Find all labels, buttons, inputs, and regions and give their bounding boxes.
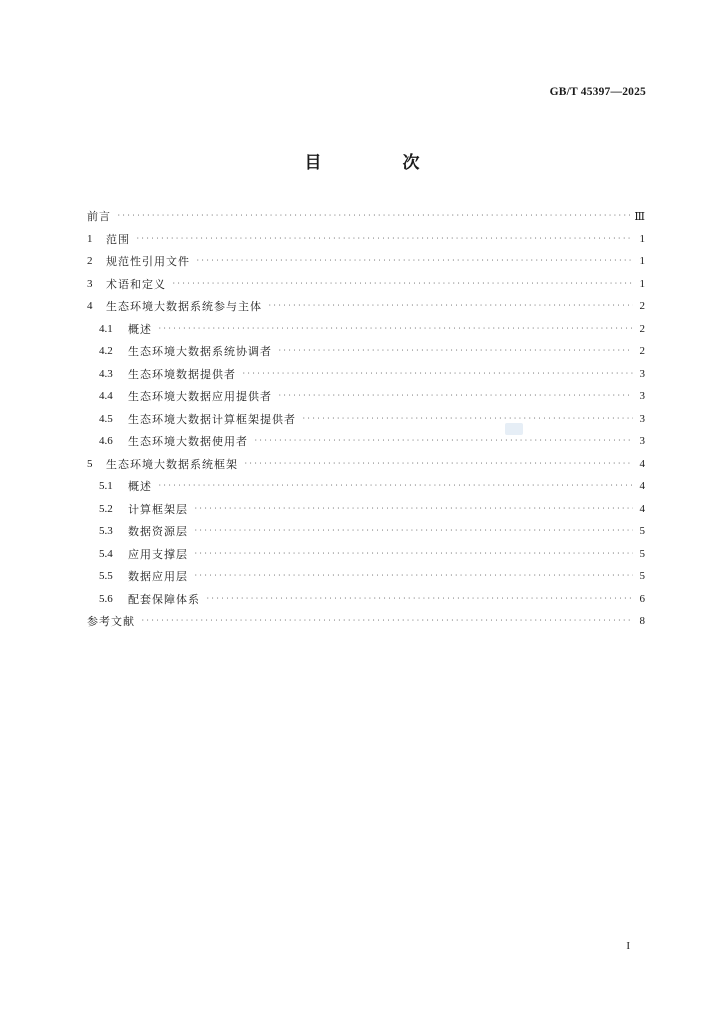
table-of-contents — [87, 205, 645, 633]
toc-entry-title: 生态环境大数据应用提供者 — [128, 390, 272, 404]
toc-entry-number: 4.6 — [99, 435, 113, 448]
toc-entry[interactable] — [87, 318, 645, 341]
toc-leader-dots — [206, 596, 633, 602]
toc-entry-page: 3 — [639, 412, 645, 425]
toc-entry[interactable] — [87, 588, 645, 611]
toc-entry-page: 4 — [639, 457, 645, 470]
toc-entry-title: 生态环境数据提供者 — [128, 367, 236, 381]
standard-code: GB/T 45397—2025 — [549, 86, 646, 98]
toc-entry-number: 5.2 — [99, 502, 113, 515]
toc-entry-page: 5 — [639, 547, 645, 560]
toc-entry-title: 术语和定义 — [106, 277, 166, 291]
toc-entry[interactable] — [87, 228, 645, 251]
toc-entry-number: 5 — [87, 457, 93, 470]
toc-leader-dots — [244, 461, 633, 467]
toc-entry[interactable] — [87, 565, 645, 588]
toc-entry-page: 3 — [639, 435, 645, 448]
toc-entry-page: 1 — [639, 255, 645, 268]
toc-entry-number: 2 — [87, 255, 93, 268]
toc-entry-page: 1 — [639, 277, 645, 290]
toc-entry-page: 6 — [639, 592, 645, 605]
toc-entry-page: 5 — [639, 525, 645, 538]
toc-entry[interactable] — [87, 250, 645, 273]
toc-entry[interactable] — [87, 408, 645, 431]
watermark-logo — [505, 423, 523, 435]
toc-leader-dots — [158, 326, 633, 332]
toc-entry-page: 4 — [639, 502, 645, 515]
toc-entry-page: 3 — [639, 367, 645, 380]
toc-entry-number: 5.6 — [99, 592, 113, 605]
toc-entry[interactable] — [87, 430, 645, 453]
toc-entry-page: 4 — [639, 480, 645, 493]
toc-entry[interactable] — [87, 273, 645, 296]
toc-entry-number: 5.3 — [99, 525, 113, 538]
toc-leader-dots — [117, 213, 630, 219]
toc-leader-dots — [141, 618, 633, 624]
toc-leader-dots — [136, 236, 633, 242]
toc-entry-page: 2 — [639, 322, 645, 335]
toc-entry-title: 计算框架层 — [128, 502, 188, 516]
toc-entry-title: 应用支撑层 — [128, 547, 188, 561]
toc-entry-page: 3 — [639, 390, 645, 403]
toc-entry-page: 5 — [639, 570, 645, 583]
toc-entry-number: 4 — [87, 300, 93, 313]
toc-entry-number: 5.5 — [99, 570, 113, 583]
toc-entry-number: 4.4 — [99, 390, 113, 403]
toc-entry-title: 前言 — [87, 210, 111, 224]
toc-entry-page: 8 — [639, 615, 645, 628]
toc-entry-title: 生态环境大数据使用者 — [128, 435, 248, 449]
toc-leader-dots — [194, 573, 633, 579]
toc-entry-title: 生态环境大数据系统协调者 — [128, 345, 272, 359]
toc-leader-dots — [158, 483, 633, 489]
toc-entry-title: 数据资源层 — [128, 525, 188, 539]
page-number: I — [626, 940, 630, 952]
toc-leader-dots — [194, 551, 633, 557]
toc-leader-dots — [278, 393, 633, 399]
toc-entry-number: 4.1 — [99, 322, 113, 335]
toc-leader-dots — [242, 371, 633, 377]
toc-entry-page: 1 — [639, 232, 645, 245]
toc-entry[interactable] — [87, 295, 645, 318]
toc-leader-dots — [268, 303, 633, 309]
toc-entry-title: 配套保障体系 — [128, 592, 200, 606]
toc-entry-page: Ⅲ — [634, 210, 645, 223]
toc-entry[interactable] — [87, 543, 645, 566]
toc-entry-title: 规范性引用文件 — [106, 255, 190, 269]
toc-entry[interactable] — [87, 610, 645, 633]
toc-entry-title: 生态环境大数据系统参与主体 — [106, 300, 262, 314]
toc-entry-title: 生态环境大数据系统框架 — [106, 457, 238, 471]
toc-entry-title: 概述 — [128, 480, 152, 494]
toc-leader-dots — [196, 258, 633, 264]
toc-title: 目 次 — [304, 153, 452, 173]
toc-entry-number: 4.3 — [99, 367, 113, 380]
toc-entry-number: 1 — [87, 232, 93, 245]
toc-entry-page: 2 — [639, 300, 645, 313]
toc-entry-number: 4.5 — [99, 412, 113, 425]
toc-entry[interactable] — [87, 363, 645, 386]
toc-leader-dots — [278, 348, 633, 354]
toc-leader-dots — [194, 506, 633, 512]
toc-entry-page: 2 — [639, 345, 645, 358]
toc-entry[interactable] — [87, 475, 645, 498]
toc-entry-number: 5.4 — [99, 547, 113, 560]
toc-entry[interactable] — [87, 453, 645, 476]
toc-entry[interactable] — [87, 385, 645, 408]
toc-entry-title: 范围 — [106, 232, 130, 246]
toc-entry-title: 概述 — [128, 322, 152, 336]
toc-entry-number: 5.1 — [99, 480, 113, 493]
toc-leader-dots — [302, 416, 633, 422]
toc-entry-title: 生态环境大数据计算框架提供者 — [128, 412, 296, 426]
toc-entry-title: 参考文献 — [87, 615, 135, 629]
toc-leader-dots — [172, 281, 633, 287]
toc-leader-dots — [254, 438, 633, 444]
toc-entry[interactable] — [87, 498, 645, 521]
toc-entry-number: 4.2 — [99, 345, 113, 358]
toc-entry-number: 3 — [87, 277, 93, 290]
toc-leader-dots — [194, 528, 633, 534]
toc-entry[interactable] — [87, 340, 645, 363]
toc-entry-title: 数据应用层 — [128, 570, 188, 584]
toc-entry[interactable] — [87, 205, 645, 228]
toc-entry[interactable] — [87, 520, 645, 543]
